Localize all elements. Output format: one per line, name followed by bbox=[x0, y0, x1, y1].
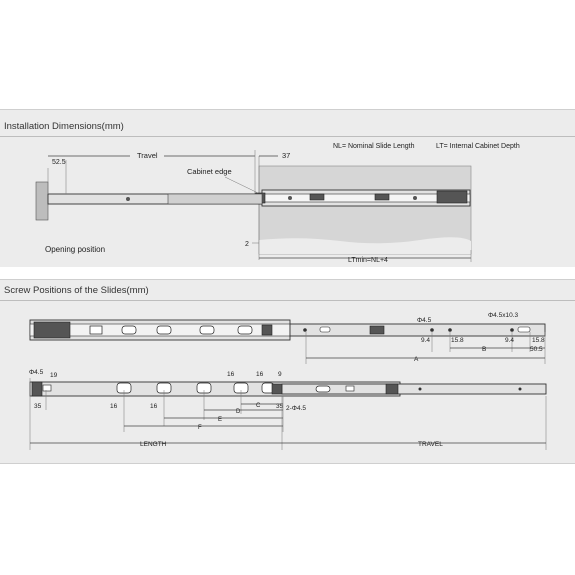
bottom-16-a: 16 bbox=[110, 403, 118, 410]
top-9-4-b: 9.4 bbox=[505, 337, 515, 344]
screw-positions-title: Screw Positions of the Slides(mm) bbox=[4, 285, 149, 296]
screw-drawing bbox=[0, 280, 575, 463]
top-9-4-a: 9.4 bbox=[421, 337, 431, 344]
label-f: F bbox=[198, 425, 202, 431]
label-e: E bbox=[218, 417, 223, 423]
bottom-35-left: 35 bbox=[34, 403, 42, 410]
slide-middle-rail bbox=[168, 194, 262, 204]
bottom-slide-end bbox=[32, 382, 42, 396]
dim-37: 37 bbox=[282, 151, 291, 160]
dim-2: 2 bbox=[245, 241, 249, 248]
travel-label: Travel bbox=[137, 151, 158, 160]
bottom-19: 19 bbox=[50, 372, 58, 379]
label-c: C bbox=[256, 403, 261, 409]
top-15-8-b: 15.8 bbox=[532, 337, 545, 344]
slide-hole bbox=[126, 197, 130, 201]
slide-hole bbox=[288, 196, 292, 200]
cabinet-edge-label: Cabinet edge bbox=[187, 167, 232, 176]
slide-rear-bracket bbox=[437, 191, 467, 203]
dim-52-5: 52.5 bbox=[52, 159, 66, 166]
top-d-slot: Φ4.5x10.3 bbox=[488, 312, 519, 319]
installation-title: Installation Dimensions(mm) bbox=[4, 121, 124, 132]
slide-slot bbox=[375, 194, 389, 200]
installation-panel bbox=[0, 110, 575, 267]
length-label: LENGTH bbox=[140, 441, 167, 448]
top-slide-bracket bbox=[34, 322, 70, 338]
travel-label-bottom: TRAVEL bbox=[418, 441, 443, 448]
bottom-35-right: 35 bbox=[276, 403, 284, 410]
top-15-8-a: 15.8 bbox=[451, 337, 464, 344]
drawer-front bbox=[36, 182, 48, 220]
slide-hole bbox=[413, 196, 417, 200]
bottom-16-c: 16 bbox=[227, 371, 235, 378]
bottom-16-d: 16 bbox=[256, 371, 264, 378]
installation-drawing bbox=[0, 110, 575, 267]
bottom-16-b: 16 bbox=[150, 403, 158, 410]
opening-position-label: Opening position bbox=[45, 245, 106, 254]
lt-formula: LTmin=NL+4 bbox=[348, 257, 388, 264]
bottom-9: 9 bbox=[278, 371, 282, 378]
cabinet-edge-leader bbox=[225, 177, 258, 193]
divider-bottom bbox=[0, 463, 575, 464]
screw-positions-panel bbox=[0, 280, 575, 463]
holes-2-d-4-5: 2-Φ4.5 bbox=[286, 405, 307, 412]
bottom-d-4-5: Φ4.5 bbox=[29, 369, 44, 376]
legend-lt: LT= Internal Cabinet Depth bbox=[436, 143, 520, 150]
label-b: B bbox=[482, 346, 487, 353]
legend-nl: NL= Nominal Slide Length bbox=[333, 143, 415, 150]
top-d-4-5: Φ4.5 bbox=[417, 317, 432, 324]
label-d: D bbox=[236, 409, 241, 415]
slide-slot bbox=[310, 194, 324, 200]
top-50-5: 50.5 bbox=[530, 346, 543, 353]
label-a: A bbox=[414, 356, 419, 363]
